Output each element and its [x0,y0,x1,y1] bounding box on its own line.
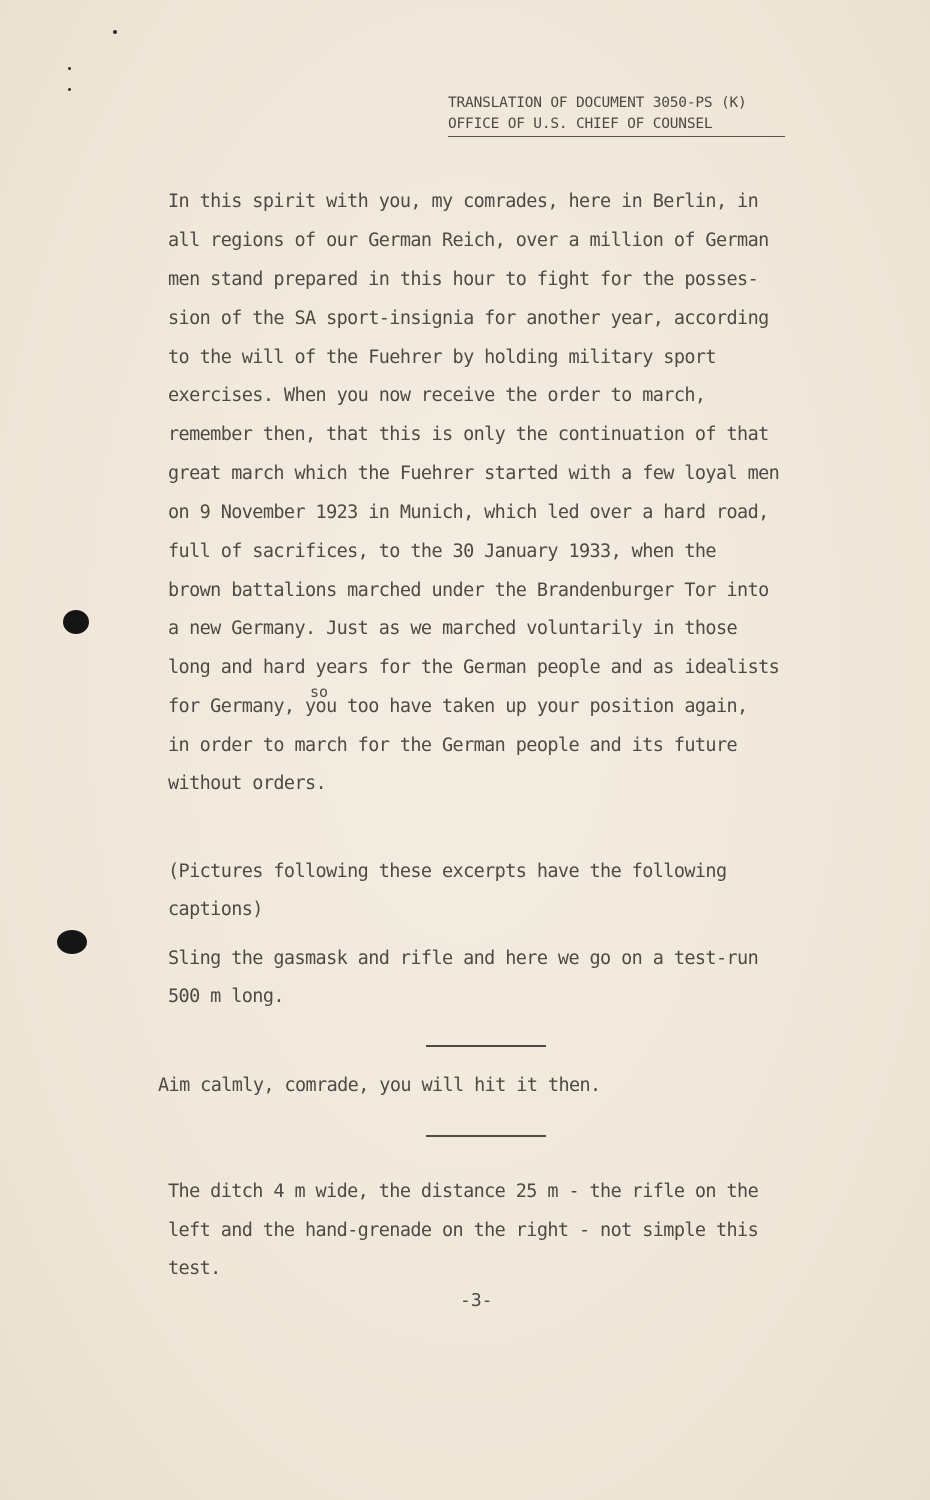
text-line: left and the hand-grenade on the right - not simple this [168,1220,759,1241]
text-line: without orders. [168,773,327,794]
header-office-line: OFFICE OF U.S. CHIEF OF COUNSEL [448,116,713,132]
text-line: to the will of the Fuehrer by holding military sport [168,347,716,368]
text-line: 500 m long. [168,986,284,1007]
text-line: for Germany, you too have taken up your position again, [168,696,748,717]
text-line: Sling the gasmask and rifle and here we go on a test-run [168,948,759,969]
punch-hole-top [63,610,89,634]
text-line: full of sacrifices, to the 30 January 1933, when the [168,541,716,562]
text-line: exercises. When you now receive the order to march, [168,385,706,406]
header-translation-line: TRANSLATION OF DOCUMENT 3050-PS (K) [448,95,747,111]
text-line: captions) [168,899,263,920]
typed-insertion: so [310,683,329,701]
ink-speck [68,67,71,70]
text-line: great march which the Fuehrer started with a few loyal men [168,463,780,484]
caption-aim: Aim calmly, comrade, you will hit it then. [158,1075,601,1096]
separator-rule [426,1135,546,1137]
ink-speck [68,88,71,91]
punch-hole-bottom [57,930,87,954]
text-line: remember then, that this is only the continuation of that [168,424,769,445]
text-line: (Pictures following these excerpts have the following [168,861,727,882]
separator-rule [426,1045,546,1047]
text-line: In this spirit with you, my comrades, here in Berlin, in [168,191,759,212]
text-line: all regions of our German Reich, over a million of German [168,230,769,251]
page-number: -3- [460,1290,493,1311]
ink-speck [113,30,117,34]
document-header [448,93,785,137]
text-line: test. [168,1258,221,1279]
text-line: a new Germany. Just as we marched voluntarily in those [168,618,738,639]
text-line: in order to march for the German people and its future [168,735,738,756]
text-line: The ditch 4 m wide, the distance 25 m - the rifle on the [168,1181,759,1202]
text-line: men stand prepared in this hour to fight for the posses- [168,269,759,290]
text-line: sion of the SA sport-insignia for another year, according [168,308,769,329]
text-line: long and hard years for the German people and as idealists [168,657,780,678]
text-line: on 9 November 1923 in Munich, which led over a hard road, [168,502,769,523]
text-line: brown battalions marched under the Brandenburger Tor into [168,580,769,601]
